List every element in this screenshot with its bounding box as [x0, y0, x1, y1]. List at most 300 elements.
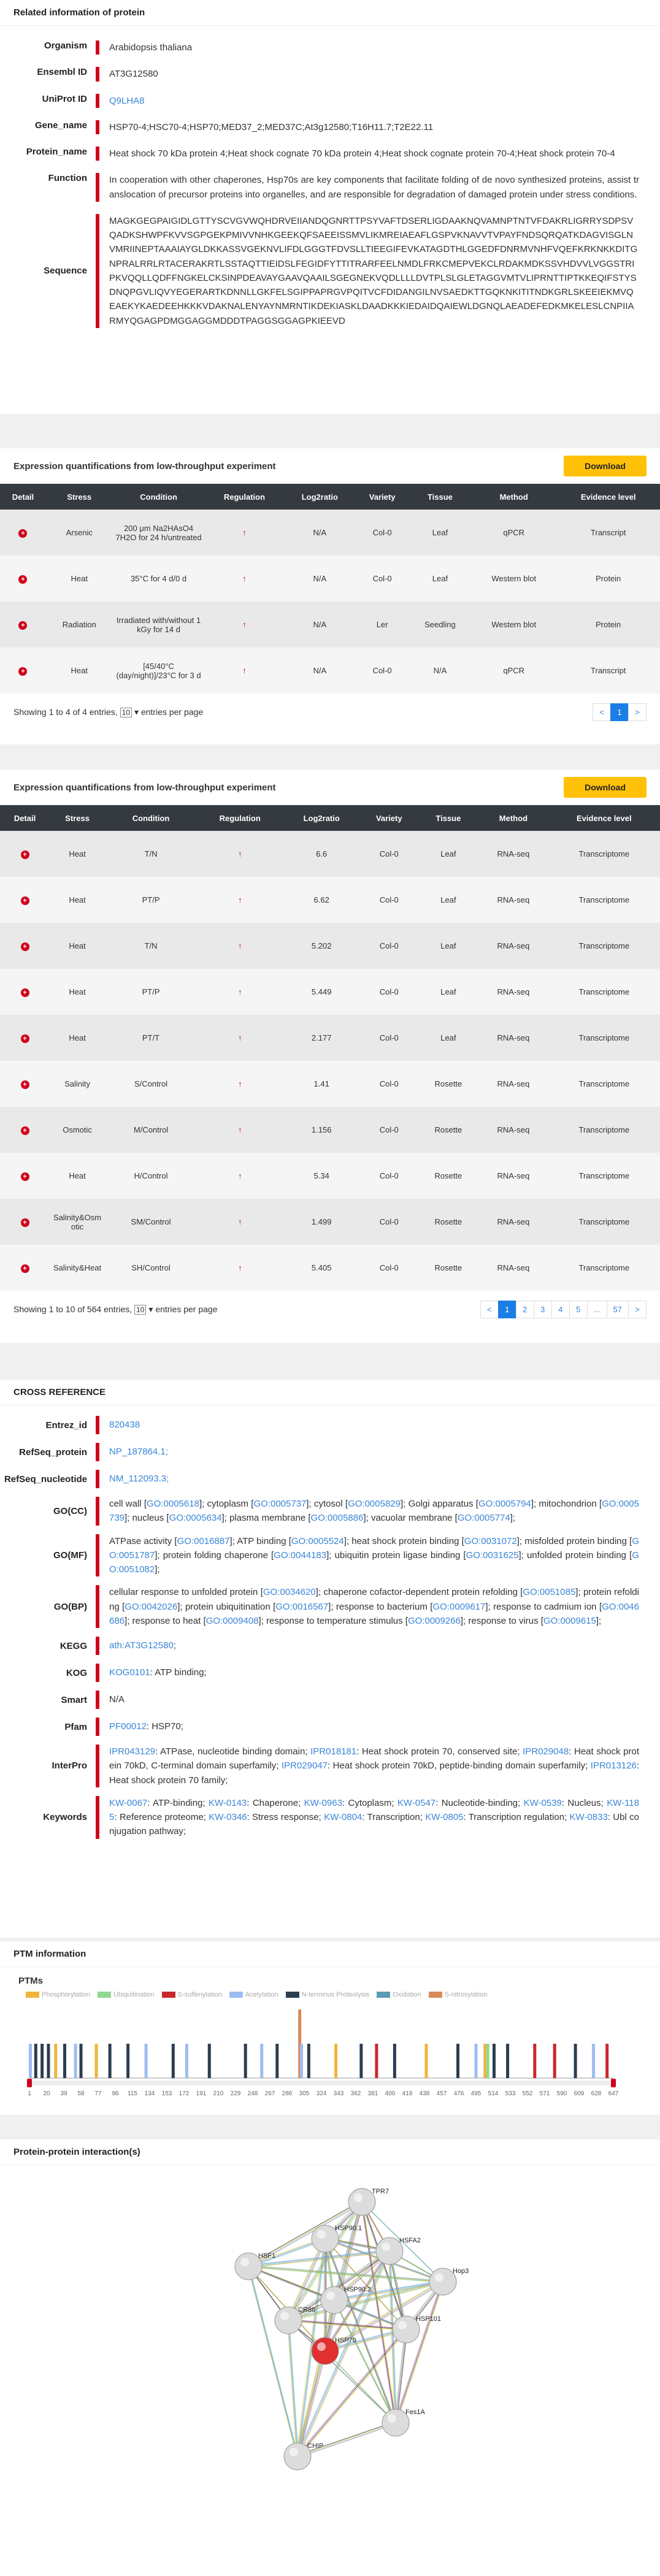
detail-cell[interactable]	[0, 1061, 50, 1107]
table-cell: 5.449	[283, 969, 360, 1015]
legend-label[interactable]: Oxidation	[393, 1991, 421, 1998]
xref-link[interactable]: KW-0346	[209, 1812, 247, 1822]
expand-icon[interactable]: +	[21, 942, 29, 951]
table-cell: N/A	[284, 510, 355, 556]
xref-key: GO(MF)	[53, 1550, 87, 1561]
ptm-site-bar[interactable]	[34, 2044, 37, 2078]
ptm-site-bar[interactable]	[145, 2044, 148, 2078]
table-cell: Transcriptome	[548, 1199, 660, 1245]
expression-card-2	[0, 770, 660, 1343]
range-handle[interactable]	[27, 2079, 32, 2087]
ptm-site-bar[interactable]	[29, 2044, 32, 2078]
page-button[interactable]: 5	[569, 1301, 588, 1318]
legend-swatch	[229, 1992, 243, 1998]
table-row	[0, 877, 660, 923]
table-row	[0, 1107, 660, 1153]
page-button[interactable]: 3	[534, 1301, 552, 1318]
xref-link[interactable]: KW-1185	[109, 1797, 639, 1822]
expression-table-1	[0, 484, 660, 694]
detail-cell[interactable]	[0, 602, 46, 648]
ptm-tick-label: 248	[247, 2090, 258, 2097]
ptm-site-bar[interactable]	[54, 2044, 57, 2078]
xref-link[interactable]: GO:0005829	[348, 1499, 401, 1509]
xref-link[interactable]: GO:0005794	[478, 1499, 531, 1509]
expand-icon[interactable]: +	[21, 1218, 29, 1227]
xref-link[interactable]: GO:0034620	[263, 1587, 316, 1598]
table-row	[0, 831, 660, 877]
xref-link[interactable]: GO:0005524	[291, 1535, 344, 1546]
page-button[interactable]: 4	[551, 1301, 570, 1318]
up-arrow-icon: ↑	[237, 1033, 242, 1042]
ppi-node-label: HSP90.2	[344, 2286, 372, 2293]
detail-cell[interactable]	[0, 877, 50, 923]
ppi-node-highlight	[240, 2258, 249, 2266]
table-cell: RNA-seq	[478, 1153, 548, 1199]
condition-cell: SM/Control	[105, 1199, 197, 1245]
regulation-cell	[197, 1061, 283, 1107]
legend-label[interactable]: Phosphorylation	[42, 1991, 90, 1998]
info-value: HSP70-4;HSC70-4;HSP70;MED37_2;MED37C;At3g12580;T16H11.7;T2E22.11	[109, 121, 434, 132]
xref-link[interactable]: GO:0005737	[253, 1499, 307, 1509]
xref-row	[0, 1439, 660, 1466]
xref-link[interactable]: GO:0005886	[310, 1513, 364, 1524]
regulation-cell	[197, 1015, 283, 1061]
xref-key: Smart	[61, 1694, 87, 1705]
xref-link[interactable]: IPR043129	[109, 1746, 156, 1757]
ptm-site-bar[interactable]	[493, 2044, 496, 2078]
ptm-tick-label: 362	[350, 2090, 361, 2097]
stress-cell: Heat	[46, 556, 113, 602]
xref-key: Keywords	[43, 1812, 87, 1823]
table-cell: Col-0	[360, 1245, 418, 1291]
ptm-tick-label: 39	[60, 2090, 67, 2097]
column-header: Tissue	[409, 484, 471, 510]
page-button[interactable]: 1	[498, 1301, 516, 1318]
xref-row	[0, 1492, 660, 1530]
condition-cell: SH/Control	[105, 1245, 197, 1291]
table-row	[0, 602, 660, 648]
xref-link[interactable]: GO:0005634	[169, 1513, 222, 1524]
table-cell: 5.34	[283, 1153, 360, 1199]
xref-link[interactable]: GO:0009408	[205, 1615, 259, 1626]
xref-key: Entrez_id	[45, 1420, 87, 1431]
table-cell: Col-0	[360, 1153, 418, 1199]
ppi-node-label: HSFA2	[399, 2237, 421, 2244]
ptm-site-bar[interactable]	[456, 2044, 459, 2078]
table-cell: Transcriptome	[548, 923, 660, 969]
expand-icon[interactable]: +	[21, 850, 29, 859]
xref-key: RefSeq_nucleotide	[4, 1473, 87, 1485]
ptm-site-bar[interactable]	[95, 2044, 98, 2078]
expand-icon[interactable]: +	[21, 1264, 29, 1273]
column-header: Condition	[105, 805, 197, 831]
stress-cell: Salinity&Heat	[50, 1245, 105, 1291]
range-handle[interactable]	[611, 2079, 616, 2087]
condition-cell: M/Control	[105, 1107, 197, 1153]
stress-cell: Radiation	[46, 602, 113, 648]
column-header: Detail	[0, 805, 50, 831]
ptm-site-bar[interactable]	[483, 2044, 486, 2078]
info-value[interactable]: Q9LHA8	[109, 95, 145, 106]
xref-link[interactable]: ath:AT3G12580	[109, 1640, 174, 1651]
info-row	[0, 167, 660, 208]
xref-link[interactable]: IPR029047	[281, 1760, 328, 1771]
xref-link[interactable]: 820438	[109, 1420, 140, 1431]
xref-link[interactable]: GO:0042026	[125, 1601, 178, 1612]
xref-link[interactable]: KW-0963	[304, 1797, 342, 1808]
legend-swatch	[98, 1992, 111, 1998]
ptm-tick-label: 267	[264, 2090, 275, 2097]
xref-row	[0, 1466, 660, 1492]
xref-link[interactable]: KW-0804	[324, 1812, 363, 1822]
ptm-site-bar[interactable]	[334, 2044, 337, 2078]
xref-link[interactable]: GO:0051787	[109, 1535, 639, 1561]
showing-text-2: Showing 1 to 10 of 564 entries,	[13, 1304, 132, 1314]
page-button[interactable]: >	[628, 703, 647, 721]
ptm-tick-label: 115	[128, 2090, 137, 2097]
ptm-tick-label: 571	[539, 2090, 550, 2097]
ptm-site-bar[interactable]	[260, 2044, 263, 2078]
condition-cell: H/Control	[105, 1153, 197, 1199]
expand-icon[interactable]: +	[21, 1080, 29, 1089]
expand-icon[interactable]: +	[18, 575, 27, 584]
per-page-select-1[interactable]: 10	[120, 708, 132, 717]
xref-link[interactable]: GO:0051082	[109, 1550, 639, 1575]
table-cell: 6.62	[283, 877, 360, 923]
info-key: UniProt ID	[42, 93, 87, 104]
ppi-network[interactable]	[0, 2165, 660, 2570]
pagination-1	[593, 703, 647, 721]
table-cell: 5.405	[283, 1245, 360, 1291]
expression-table-2	[0, 805, 660, 1291]
info-value: MAGKGEGPAIGIDLGTTYSCVGVWQHDRVEIIANDQGNRTTPSYVAFTDSERLIGDAAKNQVAMNPTNTVFDAKRLIGRRYSDPSVQADKSHWPFKVVSGPGEKPMIVVNHKGEEKQFSAEEISSMVLIKMREIAEAFLGSPVKNAVVTVPAYFNDSQRQATKDAGVISGLNVMRIINEPTAAAIAYGLDKKASSVGEKNVLIFDLGGGTFDVSLLTIEEGIFEVKATAGDTHLGGEDFDNRMVNHFVQEFKRKNKKDITGNPRALRRLRTACERAKRTLSSTAQTTIEIDSLFEGIDFYTTITRARFEELNMDLFRKCMEPVEKCLRDAKMDKSSVHDVVLVGGSTRIPKVQQLLQDFFNGKELCKSINPDEAVAYGAAVQAAILSGEGNEKVQDLLLLDVTPLSLGLETAGGVMTVLIPRNTTIPTKKEQIFSTYSDNQPGVLIQVYEGERARTKDNNLLGKFELSGIPPAPRGVPQITVCFDIDANGILNVSAEDKTTGQKNKITITNDKGRLSKEEIEKMVQEAEKYKAEDEEHKKKVDAKNALENYAYNMRNTIKDEKIASKLDAADKKKIEDAIDQAIEWLDGNQLAEADEFEDKMKELESLCNPIIARMYQGAGPDMGGAGGMDDDTPAGGSGGAGPKIEEVD	[109, 215, 638, 326]
xref-value: IPR043129: ATPase, nucleotide binding domain; IPR018181: Heat shock protein 70, conserved site; IPR029048: Heat shock protein 70kD, C-terminal domain superfamily; IPR029047: Heat shock protein 70kD, peptide-binding domain superfamily; IPR013126: Heat shock protein 70 family;	[109, 1746, 639, 1786]
table-cell: Col-0	[360, 1107, 418, 1153]
table-cell: Transcriptome	[548, 969, 660, 1015]
xref-key: Pfam	[64, 1721, 87, 1732]
ptm-site-bar[interactable]	[126, 2044, 129, 2078]
ptm-tick-label: 647	[608, 2090, 619, 2097]
detail-cell[interactable]	[0, 1015, 50, 1061]
xref-value: KOG0101: ATP binding;	[109, 1667, 207, 1678]
xref-link[interactable]: GO:0005739	[109, 1499, 639, 1524]
xref-link[interactable]: GO:0009266	[407, 1615, 461, 1626]
ptm-site-bar[interactable]	[307, 2044, 310, 2078]
xref-link[interactable]: GO:0009615	[543, 1615, 596, 1626]
ptm-tick-label: 438	[419, 2090, 430, 2097]
xref-link[interactable]: GO:0016567	[275, 1601, 329, 1612]
expand-icon[interactable]: +	[18, 621, 27, 630]
page-button[interactable]: 2	[516, 1301, 534, 1318]
table-cell: RNA-seq	[478, 877, 548, 923]
ppi-node-highlight	[354, 2193, 363, 2202]
stress-cell: Heat	[50, 969, 105, 1015]
ptm-site-bar[interactable]	[40, 2044, 44, 2078]
xref-link[interactable]: NM_112093.3;	[109, 1473, 169, 1485]
table-cell: Col-0	[360, 923, 418, 969]
ppi-edge	[396, 2329, 406, 2423]
xref-link[interactable]: IPR018181	[310, 1746, 357, 1757]
ptm-site-bar[interactable]	[553, 2044, 556, 2078]
xref-row	[0, 1713, 660, 1740]
xref-link[interactable]: KW-0805	[425, 1812, 464, 1822]
page-button[interactable]: <	[593, 703, 611, 721]
ppi-node-highlight	[290, 2448, 298, 2456]
table-cell: Col-0	[355, 556, 409, 602]
table-cell: Rosette	[418, 1199, 479, 1245]
condition-cell: 200 μm Na2HAsO4 7H2O for 24 h/untreated	[113, 510, 205, 556]
column-header: Variety	[355, 484, 409, 510]
up-arrow-icon: ↑	[237, 1263, 242, 1272]
ptm-title: PTM information	[0, 1941, 660, 1967]
detail-cell[interactable]	[0, 556, 46, 602]
ptm-site-bar[interactable]	[533, 2044, 536, 2078]
table-cell: RNA-seq	[478, 1015, 548, 1061]
table-cell: RNA-seq	[478, 1245, 548, 1291]
ptm-site-bar[interactable]	[300, 2044, 303, 2078]
xref-link[interactable]: KW-0067	[109, 1797, 148, 1808]
detail-cell[interactable]	[0, 1199, 50, 1245]
up-arrow-icon: ↑	[242, 574, 247, 583]
column-header: Log2ratio	[283, 805, 360, 831]
condition-cell: PT/T	[105, 1015, 197, 1061]
table-cell: Col-0	[360, 877, 418, 923]
expand-icon[interactable]: +	[21, 1172, 29, 1181]
regulation-cell	[197, 831, 283, 877]
table-cell: 5.202	[283, 923, 360, 969]
xref-link[interactable]: GO:0009617	[432, 1601, 486, 1612]
ptm-tick-label: 381	[367, 2090, 378, 2097]
legend-label[interactable]: Ubiquitination	[113, 1991, 155, 1998]
ptm-tick-label: 229	[230, 2090, 241, 2097]
table-cell: Leaf	[418, 831, 479, 877]
detail-cell[interactable]	[0, 1245, 50, 1291]
table-cell: 2.177	[283, 1015, 360, 1061]
info-key: Sequence	[44, 266, 87, 277]
xref-link[interactable]: GO:0005774	[457, 1513, 510, 1524]
download-button-2[interactable]: Download	[564, 777, 647, 798]
xref-link[interactable]: IPR013126	[590, 1760, 637, 1771]
ptm-site-bar[interactable]	[109, 2044, 112, 2078]
ptm-site-bar[interactable]	[275, 2044, 278, 2078]
column-header: Evidence level	[556, 484, 660, 510]
detail-cell[interactable]	[0, 923, 50, 969]
ptm-site-bar[interactable]	[486, 2044, 489, 2078]
cross-reference-card	[0, 1380, 660, 1938]
table-cell: Transcriptome	[548, 831, 660, 877]
up-arrow-icon: ↑	[237, 1125, 242, 1134]
table-cell: Col-0	[360, 831, 418, 877]
xref-row	[0, 1659, 660, 1686]
detail-cell[interactable]	[0, 648, 46, 694]
ppi-edge	[248, 2266, 297, 2456]
regulation-cell	[197, 1153, 283, 1199]
ppi-node-label: Fes1A	[405, 2409, 425, 2416]
ppi-node-highlight	[398, 2321, 407, 2329]
table-cell: RNA-seq	[478, 969, 548, 1015]
legend-label[interactable]: Acetylation	[245, 1991, 278, 1998]
column-header: Stress	[50, 805, 105, 831]
legend-swatch	[162, 1992, 175, 1998]
column-header: Method	[478, 805, 548, 831]
table-cell: N/A	[284, 556, 355, 602]
ptm-site-bar[interactable]	[393, 2044, 396, 2078]
ptm-site-bar[interactable]	[359, 2044, 363, 2078]
legend-label[interactable]: N-terminus Proteolysis	[301, 1991, 370, 1998]
info-value: In cooperation with other chaperones, Hsp70s are key components that facilitate folding of de novo synthesized proteins, assist translocation of precursor proteins into organelles, and are responsible for degradation of damaged protein under stress conditions.	[109, 175, 639, 200]
ptm-site-bar[interactable]	[185, 2044, 188, 2078]
ptm-tick-label: 134	[144, 2090, 155, 2097]
xref-link[interactable]: GO:0005618	[147, 1499, 199, 1509]
ptm-tick-label: 286	[282, 2090, 293, 2097]
ptm-tick-label: 609	[574, 2090, 585, 2097]
detail-cell[interactable]	[0, 969, 50, 1015]
up-arrow-icon: ↑	[237, 1079, 242, 1088]
regulation-cell	[197, 1199, 283, 1245]
legend-label[interactable]: S-sulfenylation	[177, 1991, 222, 1998]
expand-icon[interactable]: +	[21, 1126, 29, 1135]
ptm-tick-label: 457	[436, 2090, 447, 2097]
xref-link[interactable]: GO:0044183	[274, 1550, 327, 1561]
xref-link[interactable]: GO:0031072	[464, 1535, 517, 1546]
ppi-edge	[326, 2240, 397, 2424]
ptm-site-bar[interactable]	[375, 2044, 378, 2078]
page-button[interactable]: >	[628, 1301, 647, 1318]
column-header: Method	[471, 484, 556, 510]
ptm-site-bar[interactable]	[172, 2044, 175, 2078]
xref-link[interactable]: KW-0143	[209, 1797, 247, 1808]
ptm-tick-label: 153	[161, 2090, 172, 2097]
column-header: Evidence level	[548, 805, 660, 831]
expand-icon[interactable]: +	[18, 529, 27, 538]
pagination-2	[481, 1301, 647, 1318]
condition-cell: S/Control	[105, 1061, 197, 1107]
info-key: Protein_name	[26, 147, 87, 157]
xref-link[interactable]: NP_187864.1;	[109, 1447, 168, 1458]
xref-link[interactable]: KW-0539	[523, 1797, 562, 1808]
ptm-site-bar[interactable]	[80, 2044, 83, 2078]
expand-icon[interactable]: +	[21, 988, 29, 997]
up-arrow-icon: ↑	[237, 1171, 242, 1180]
stress-cell: Heat	[50, 831, 105, 877]
ptm-tick-label: 628	[591, 2090, 602, 2097]
detail-cell[interactable]	[0, 1107, 50, 1153]
table-cell: N/A	[284, 602, 355, 648]
column-header: Log2ratio	[284, 484, 355, 510]
page-button[interactable]: 1	[610, 703, 629, 721]
table-cell: Transcriptome	[548, 1245, 660, 1291]
table-cell: 1.41	[283, 1061, 360, 1107]
ptm-site-bar[interactable]	[574, 2044, 577, 2078]
ptm-tick-label: 400	[385, 2090, 396, 2097]
table-cell: Leaf	[418, 969, 479, 1015]
ptm-tick-label: 96	[112, 2090, 119, 2097]
xref-link[interactable]: IPR029048	[523, 1746, 569, 1757]
xref-link[interactable]: GO:0016887	[177, 1535, 230, 1546]
expression-title-1: Expression quantifications from low-throughput experiment	[13, 461, 276, 472]
ptm-site-bar[interactable]	[424, 2044, 428, 2078]
ptm-tick-label: 590	[556, 2090, 567, 2097]
page-button[interactable]: 57	[607, 1301, 629, 1318]
expand-icon[interactable]: +	[21, 1034, 29, 1043]
ptm-site-bar[interactable]	[592, 2044, 595, 2078]
ptm-tick-label: 343	[333, 2090, 344, 2097]
xref-link[interactable]: KOG0101	[109, 1667, 150, 1678]
xref-link[interactable]: GO:0051085	[523, 1587, 576, 1598]
table-cell: Protein	[556, 602, 660, 648]
ptm-site-bar[interactable]	[605, 2044, 608, 2078]
stress-cell: Salinity&Osmotic	[50, 1199, 105, 1245]
ptm-site-bar[interactable]	[208, 2044, 211, 2078]
xref-link[interactable]: GO:0046686	[109, 1601, 639, 1626]
stress-cell: Osmotic	[50, 1107, 105, 1153]
related-info-rows	[0, 26, 660, 334]
legend-swatch	[26, 1992, 39, 1998]
xref-link[interactable]: PF00012	[109, 1721, 147, 1732]
info-row	[0, 34, 660, 61]
table-cell: 1.156	[283, 1107, 360, 1153]
detail-cell[interactable]	[0, 510, 46, 556]
stress-cell: Heat	[46, 648, 113, 694]
download-button-1[interactable]: Download	[564, 456, 647, 476]
xref-link[interactable]: KW-0833	[569, 1812, 608, 1822]
ptm-site-bar[interactable]	[63, 2044, 66, 2078]
table-cell: qPCR	[471, 510, 556, 556]
up-arrow-icon: ↑	[237, 1217, 242, 1226]
legend-label[interactable]: S-nitrosylation	[444, 1991, 488, 1998]
xref-value: PF00012: HSP70;	[109, 1721, 183, 1732]
column-header: Detail	[0, 484, 46, 510]
ptm-site-bar[interactable]	[506, 2044, 509, 2078]
ptm-site-bar[interactable]	[475, 2044, 478, 2078]
info-value: AT3G12580	[109, 69, 158, 80]
table-cell: Leaf	[418, 923, 479, 969]
detail-cell[interactable]	[0, 1153, 50, 1199]
ppi-node-label: CR88	[298, 2306, 316, 2314]
expression-title-2: Expression quantifications from low-throughput experiment	[13, 782, 276, 793]
page-button[interactable]: ...	[587, 1301, 607, 1318]
info-key: Ensembl ID	[37, 67, 87, 78]
ptm-site-bar[interactable]	[47, 2044, 50, 2078]
table-cell: Western blot	[471, 602, 556, 648]
cross-reference-title: CROSS REFERENCE	[0, 1380, 660, 1405]
expand-icon[interactable]: +	[21, 896, 29, 905]
info-value: Arabidopsis thaliana	[109, 42, 193, 53]
ptm-site-bar[interactable]	[244, 2044, 247, 2078]
up-arrow-icon: ↑	[242, 528, 247, 537]
xref-link[interactable]: KW-0547	[397, 1797, 436, 1808]
per-page-select-2[interactable]: 10	[134, 1305, 146, 1315]
expand-icon[interactable]: +	[18, 667, 27, 676]
info-key: Gene_name	[34, 120, 87, 131]
related-info-card	[0, 0, 660, 414]
table-row	[0, 1245, 660, 1291]
table-row	[0, 1061, 660, 1107]
page-button[interactable]: <	[480, 1301, 499, 1318]
table-cell: 1.499	[283, 1199, 360, 1245]
up-arrow-icon: ↑	[237, 941, 242, 950]
xref-value: ATPase activity [GO:0016887]; ATP binding [GO:0005524]; heat shock protein binding [GO:0031072]; misfolded protein binding [GO:0051787]; protein folding chaperone [GO:0044183]; ubiquitin protein ligase binding [GO:0031625]; unfolded protein binding [GO:0051082];	[109, 1535, 639, 1575]
ptm-site-bar[interactable]	[74, 2044, 77, 2078]
ptm-tick-label: 210	[213, 2090, 224, 2097]
column-header: Regulation	[197, 805, 283, 831]
ppi-edge	[290, 2322, 299, 2458]
ppi-node-label: Hop3	[453, 2268, 469, 2275]
regulation-cell	[197, 923, 283, 969]
xref-link[interactable]: GO:0031625	[466, 1550, 519, 1561]
detail-cell[interactable]	[0, 831, 50, 877]
ppi-node-highlight	[280, 2312, 289, 2320]
